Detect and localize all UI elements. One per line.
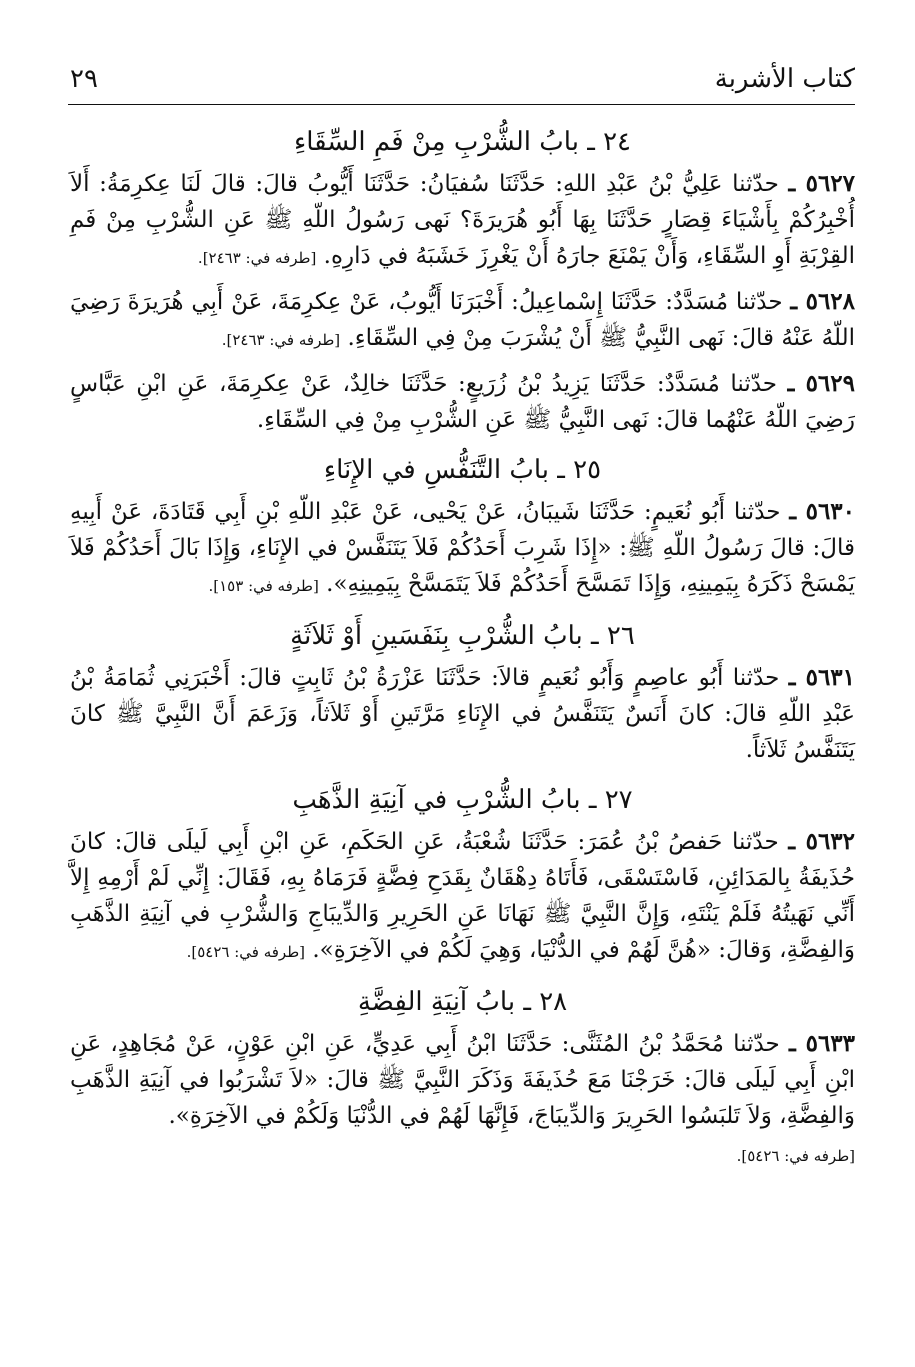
cross-reference: [طرفه في: ١٥٣]. <box>208 577 319 595</box>
chapter-24 <box>70 118 855 438</box>
chapter-heading: ٢٤ ـ بابُ الشُّرْبِ مِنْ فَمِ السِّقَاءِ <box>293 127 632 157</box>
hadith-text: حدّثنا حَفصُ بْنُ عُمَرَ: حَدَّثَنَا شُعْبَةُ، عَنِ الحَكَمِ، عَنِ ابْنِ أَبِي لَيلَى قالَ: كانَ حُذَيفَةُ بِالمَدَائِنِ، فَاسْتَسْقَى، فَأَتَاهُ دِهْقَانٌ بِقَدَحِ فِضَّةٍ فَرَمَاهُ بِهِ، فَقَالَ: إِنِّي لَمْ أَرْمِهِ إِلاَّ أَنِّي نَهَيتُهُ فَلَمْ يَنْتَهِ، وَإِنَّ النَّبِيَّ ﷺ نَهَانَا عَنِ الحَرِيرِ وَالدِّيبَاجِ وَالشُّرْبِ في آنِيَةِ الذَّهَبِ وَالفِضَّةِ، وَقالَ: «هُنَّ لَهُمْ في الدُّنْيَا، وَهِيَ لَكُمْ في الآخِرَةِ». <box>70 829 855 963</box>
hadith-number: ٥٦٣١ ـ <box>788 664 856 691</box>
chapter-25 <box>70 446 855 604</box>
hadith-text: حدّثنا عَلِيُّ بْنُ عَبْدِ اللهِ: حَدَّثَنَا سُفيَانُ: حَدَّثَنَا أَيُّوبُ قالَ: قالَ لَنَا عِكرِمَةُ: أَلاَ أُخْبِرُكُمْ بِأَشْيَاءَ قِصَارٍ حَدَّثَنَا بِهَا أَبُو هُرَيرَةَ؟ نَهى رَسُولُ اللّهِ ﷺ عَنِ الشُّرْبِ مِنْ فَمِ القِرْبَةِ أَوِ السِّقَاءِ، وَأَنْ يَمْنَعَ جارَهُ أَنْ يَغْرِزَ خَشَبَهُ في دَارِهِ. <box>70 171 855 269</box>
chapter-heading: ٢٨ ـ بابُ آنِيَةِ الفِضَّةِ <box>357 987 568 1017</box>
page-body <box>70 118 855 1170</box>
chapter-heading: ٢٧ ـ بابُ الشُّرْبِ في آنِيَةِ الذَّهَبِ <box>292 785 633 815</box>
cross-reference: [طرفه في: ٥٤٢٦]. <box>186 943 305 961</box>
hadith-5629 <box>70 366 855 438</box>
cross-reference: [طرفه في: ٢٤٦٣]. <box>221 331 341 349</box>
chapter-heading: ٢٥ ـ بابُ التَّنَفُّسِ في الإِنَاءِ <box>323 455 602 485</box>
chapter-28 <box>70 978 855 1170</box>
cross-reference: [طرفه في: ٢٤٦٣]. <box>197 249 317 267</box>
header-rule <box>68 104 855 105</box>
chapter-26 <box>70 612 855 768</box>
hadith-5628 <box>70 284 855 358</box>
page-number: ٢٩ <box>70 64 98 94</box>
hadith-text: حدّثنا أَبُو نُعَيمٍ: حَدَّثَنَا شَيبَانُ، عَنْ يَحْيى، عَنْ عَبْدِ اللّهِ بْنِ أَبِي قَتَادَةَ، عَنْ أَبِيهِ قالَ: قالَ رَسُولُ اللّهِ ﷺ: «إِذَا شَرِبَ أَحَدُكُمْ فَلاَ يَتَنَفَّسْ في الإِنَاءِ، وَإِذَا بَالَ أَحَدُكُمْ فَلاَ يَمْسَحْ ذَكَرَهُ بِيَمِينِهِ، وَإِذَا تَمَسَّحَ أَحَدُكُمْ فَلاَ يَتَمَسَّحْ بِيَمِينِهِ». <box>70 499 855 597</box>
hadith-number: ٥٦٢٨ ـ <box>790 288 856 315</box>
hadith-number: ٥٦٢٧ ـ <box>788 170 856 197</box>
hadith-number: ٥٦٣٢ ـ <box>788 828 856 855</box>
hadith-text: حدّثنا مُسَدَّدٌ: حَدَّثَنَا يَزِيدُ بْنُ زُرَيعٍ: حَدَّثَنَا خالِدٌ، عَنْ عِكرِمَةَ، عَنِ ابْنِ عَبَّاسٍ رَضِيَ اللّهُ عَنْهُما قالَ: نَهى النَّبِيُّ ﷺ عَنِ الشُّرْبِ مِنْ فِي السِّقَاءِ. <box>70 371 855 433</box>
running-header <box>70 56 855 102</box>
running-title: كتاب الأشربة <box>714 64 855 94</box>
chapter-heading: ٢٦ ـ بابُ الشُّرْبِ بِنَفَسَينِ أَوْ ثَلاَثَةٍ <box>290 621 635 651</box>
chapter-27 <box>70 776 855 970</box>
cross-reference: [طرفه في: ٥٤٢٦]. <box>736 1147 855 1165</box>
hadith-text: حدّثنا مُحَمَّدُ بْنُ المُثَنَّى: حَدَّثَنَا ابْنُ أَبِي عَدِيٍّ، عَنِ ابْنِ عَوْنٍ، عَنْ مُجَاهِدٍ، عَنِ ابْنِ أَبِي لَيلَى قالَ: خَرَجْنَا مَعَ حُذَيفَةَ وَذَكَرَ النَّبِيَّ ﷺ قالَ: «لاَ تَشْرَبُوا في آنِيَةِ الذَّهَبِ وَالفِضَّةِ، وَلاَ تَلبَسُوا الحَرِيرَ وَالدِّيبَاجَ، فَإِنَّهَا لَهُمْ في الدُّنْيَا وَلَكُمْ في الآخِرَةِ». <box>70 1031 855 1129</box>
hadith-number: ٥٦٢٩ ـ <box>787 370 855 397</box>
hadith-text: حدّثنا مُسَدَّدٌ: حَدَّثَنَا إِسْماعِيلُ: أَخْبَرَنَا أَيُّوبُ، عَنْ عِكرِمَةَ، عَنْ أَبِي هُرَيرَةَ رَضِيَ اللّهُ عَنْهُ قالَ: نَهى النَّبِيُّ ﷺ أَنْ يُشْرَبَ مِنْ فِي السِّقَاءِ. <box>70 289 855 351</box>
hadith-5632 <box>70 824 855 970</box>
hadith-5633 <box>70 1026 855 1134</box>
hadith-5631 <box>70 660 855 768</box>
hadith-number: ٥٦٣٠ ـ <box>789 498 856 525</box>
hadith-5630 <box>70 494 855 604</box>
hadith-text: حدّثنا أَبُو عاصِمٍ وَأَبُو نُعَيمٍ قالاَ: حَدَّثَنَا عَزْرَةُ بْنُ ثَابِتٍ قالَ: أَخْبَرَنِي ثُمَامَةُ بْنُ عَبْدِ اللّهِ قالَ: كانَ أَنَسٌ يَتَنَفَّسُ في الإِنَاءِ مَرَّتَينِ أَوْ ثَلاَثاً، وَزَعَمَ أَنَّ النَّبِيَّ ﷺ كانَ يَتَنَفَّسُ ثَلاَثاً. <box>70 665 855 763</box>
hadith-5627 <box>70 166 855 276</box>
hadith-number: ٥٦٣٣ ـ <box>788 1030 856 1057</box>
